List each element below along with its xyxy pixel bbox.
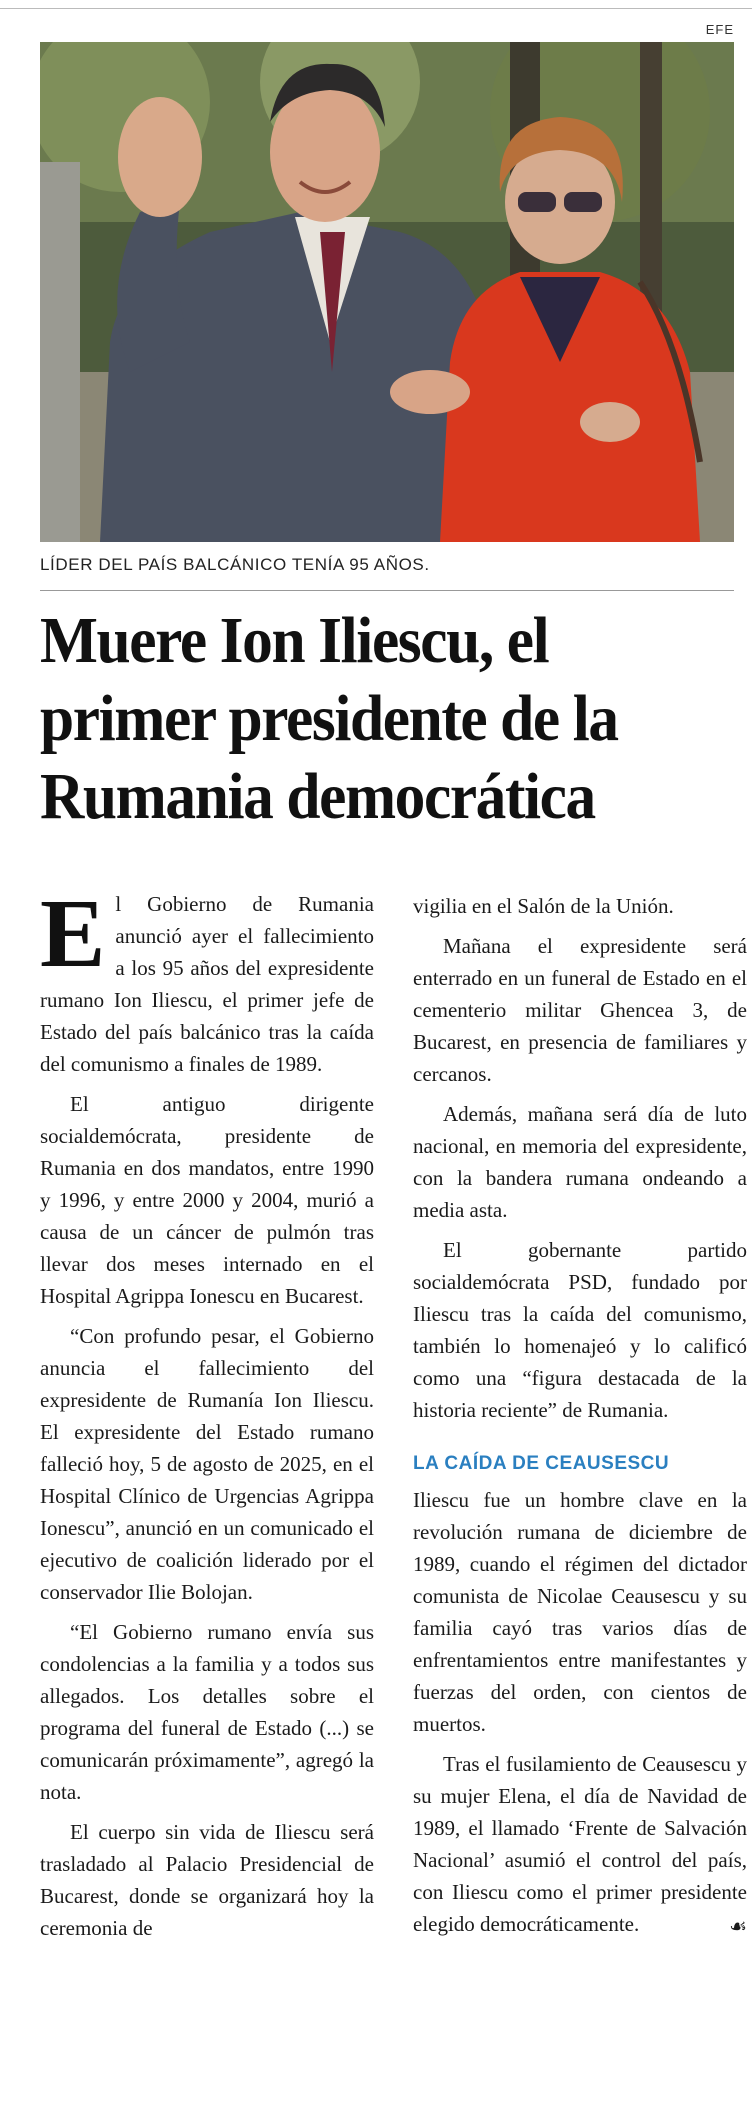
paragraph-8: El gobernante partido socialdemócrata PSD, fundado por Iliescu tras la caída del comunismo, también lo homenajeó y lo calificó como una “figura destacada de la historia reciente” de Rumania. bbox=[413, 1238, 747, 1422]
top-rule bbox=[0, 8, 752, 9]
photo-caption: LÍDER DEL PAÍS BALCÁNICO TENÍA 95 AÑOS. bbox=[40, 555, 430, 574]
photo-credit: EFE bbox=[705, 22, 734, 37]
paragraph-5-continued: vigilia en el Salón de la Unión. bbox=[413, 894, 674, 918]
paragraph-9: Iliescu fue un hombre clave en la revolución rumana de diciembre de 1989, cuando el régimen del dictador comunista de Nicolae Ceausescu y su familia cayó tras varios días de enfrentamientos entre manifestantes y fuerzas del orden, con cientos de muertos. bbox=[413, 1488, 747, 1736]
end-mark-icon: ☙ bbox=[729, 1914, 747, 1938]
article-column-right bbox=[413, 890, 747, 1948]
paragraph-10-text: Tras el fusilamiento de Ceausescu y su mujer Elena, el día de Navidad de 1989, el llamado ‘Frente de Salvación Nacional’ asumió el control del país, con Iliescu como el primer presidente elegido democráticamente. bbox=[413, 1752, 747, 1936]
paragraph-1 bbox=[40, 880, 374, 1080]
paragraph-2: El antiguo dirigente socialdemócrata, presidente de Rumania en dos mandatos, entre 1990 y 1996, y entre 2000 y 2004, murió a causa de un cáncer de pulmón tras llevar dos meses internado en el Hospital Agrippa Ionescu en Bucarest. bbox=[40, 1092, 374, 1308]
paragraph-7: Además, mañana será día de luto nacional, en memoria del expresidente, con la bandera rumana ondeando a media asta. bbox=[413, 1102, 747, 1222]
section-subhead: LA CAÍDA DE CEAUSESCU bbox=[413, 1453, 670, 1474]
paragraph-3: “Con profundo pesar, el Gobierno anuncia el fallecimiento del expresidente de Rumanía Ion Iliescu. El expresidente del Estado rumano falleció hoy, 5 de agosto de 2025, en el Hospital Clínico de Urgencias Agrippa Ionescu”, anunció en un comunicado el ejecutivo de coalición liderado por el conservador Ilie Bolojan. bbox=[40, 1324, 374, 1604]
news-photo bbox=[40, 42, 734, 542]
caption-divider bbox=[40, 590, 734, 591]
paragraph-6: Mañana el expresidente será enterrado en un funeral de Estado en el cementerio militar Ghencea 3, de Bucarest, en presencia de familiares y cercanos. bbox=[413, 934, 747, 1086]
paragraph-5: El cuerpo sin vida de Iliescu será trasladado al Palacio Presidencial de Bucarest, donde se organizará hoy la ceremonia de bbox=[40, 1820, 374, 1940]
article-column-left bbox=[40, 880, 374, 1952]
photo-illustration bbox=[40, 42, 734, 542]
paragraph-4: “El Gobierno rumano envía sus condolencias a la familia y a todos sus allegados. Los detalles sobre el programa del funeral de Estado (...) se comunicarán próximamente”, agregó la nota. bbox=[40, 1620, 374, 1804]
paragraph-10 bbox=[413, 1748, 747, 1940]
paragraph-1-text: l Gobierno de Rumania anunció ayer el fallecimiento a los 95 años del expresidente rumano Ion Iliescu, el primer jefe de Estado del país balcánico tras la caída del comunismo a finales de 1989. bbox=[40, 892, 374, 1076]
headline: Muere Ion Iliescu, el primer presidente de la Rumania democrática bbox=[40, 604, 618, 833]
drop-cap: E bbox=[40, 880, 106, 988]
